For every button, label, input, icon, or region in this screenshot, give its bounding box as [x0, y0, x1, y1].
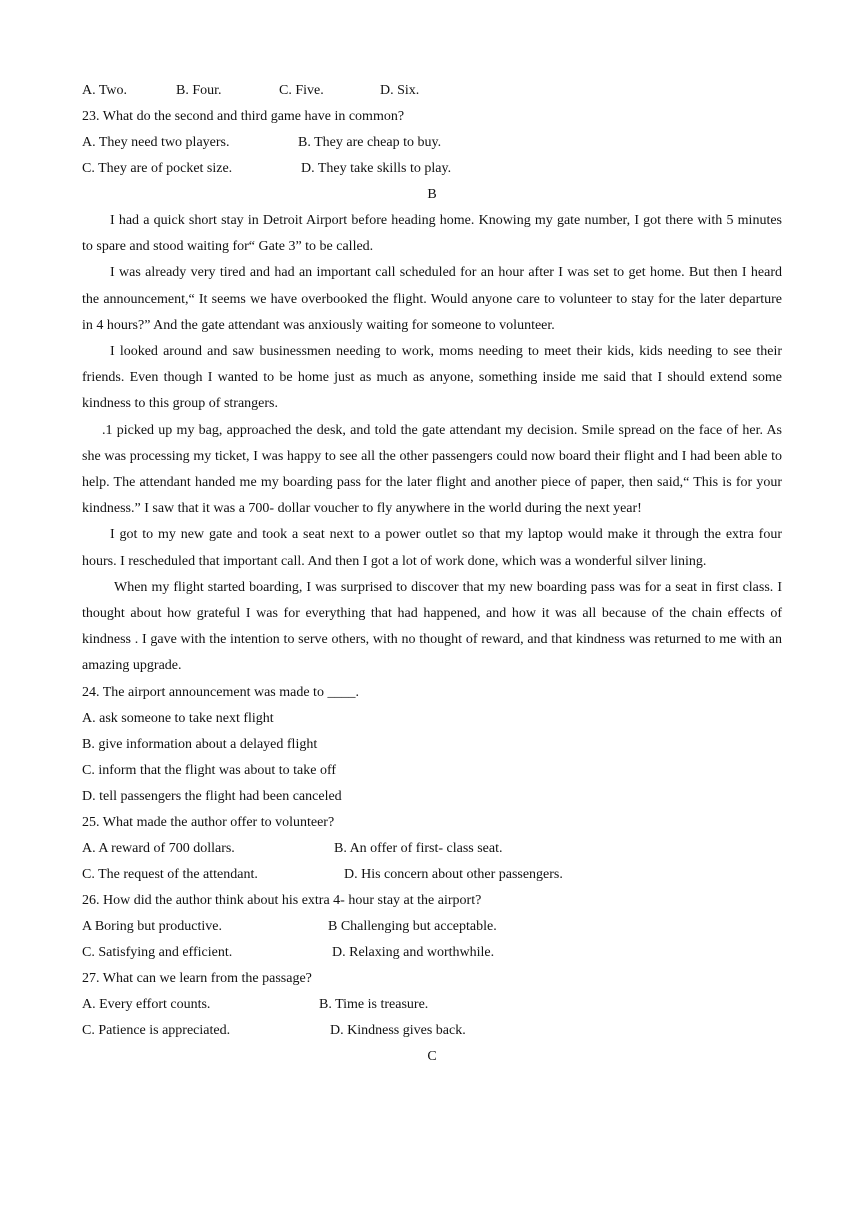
- q22-option-a: A. Two.: [82, 83, 128, 98]
- q23-options-row1: [82, 130, 782, 156]
- q27-option-b: B. Time is treasure.: [319, 996, 429, 1012]
- q22-options: [82, 78, 782, 104]
- q24-option-a: A. ask someone to take next flight: [82, 710, 274, 726]
- q23-option-c: C. They are of pocket size.: [82, 161, 233, 176]
- section-b-heading: B: [427, 187, 437, 202]
- q25-option-a: A. A reward of 700 dollars.: [82, 840, 235, 856]
- q26-option-a: A Boring but productive.: [82, 918, 222, 934]
- q23-question: 23. What do the second and third game have in common?: [82, 109, 405, 124]
- passage-paragraph-5: I got to my new gate and took a seat next to a power outlet so that my laptop would make it through the extra four hours. I rescheduled that important call. And then I got a lot of work done, which was a wonderful silver lining.: [82, 527, 782, 569]
- q25-options-row2: [82, 862, 782, 888]
- document-page: [82, 78, 782, 1070]
- passage-paragraph-4: .1 picked up my bag, approached the desk, and told the gate attendant my decision. Smile spread on the face of her. As she was processing my ticket, I was happy to see all the other passengers could now board their flight and I had been able to help. The attendant handed me my boarding pass for the later flight and another piece of paper, then said,“ This is for your kindness.” I saw that it was a 700- dollar voucher to fly anywhere in the world during the next year!: [82, 422, 782, 517]
- passage-paragraph-2: I was already very tired and had an important call scheduled for an hour after I was set to get home. But then I heard the announcement,“ It seems we have overbooked the flight. Would anyone care to volunteer to stay for the later departure in 4 hours?” And the gate attendant was anxiously waiting for someone to volunteer.: [82, 265, 782, 333]
- q27-option-c: C. Patience is appreciated.: [82, 1022, 231, 1038]
- q25-question: 25. What made the author offer to volunteer?: [82, 814, 335, 830]
- passage-paragraph-1: I had a quick short stay in Detroit Airport before heading home. Knowing my gate number, I got there with 5 minutes to spare and stood waiting for“ Gate 3” to be called.: [82, 213, 782, 255]
- q26-option-c: C. Satisfying and efficient.: [82, 944, 233, 960]
- q23-option-d: D. They take skills to play.: [301, 161, 452, 176]
- section-c-heading: C: [427, 1048, 437, 1064]
- q25-options-row1: [82, 836, 782, 862]
- q23-option-a: A. They need two players.: [82, 135, 230, 150]
- q26-question: 26. How did the author think about his extra 4- hour stay at the airport?: [82, 892, 482, 908]
- q22-option-b: B. Four.: [176, 83, 222, 98]
- q27-options-row1: [82, 992, 782, 1018]
- q24-question: 24. The airport announcement was made to ____.: [82, 684, 359, 700]
- q23-options-row2: [82, 156, 782, 182]
- q24-option-c: C. inform that the flight was about to take off: [82, 762, 337, 778]
- q25-option-d: D. His concern about other passengers.: [344, 866, 563, 882]
- q26-option-d: D. Relaxing and worthwhile.: [332, 944, 495, 960]
- q26-options-row2: [82, 940, 782, 966]
- q27-options-row2: [82, 1018, 782, 1044]
- q27-question: 27. What can we learn from the passage?: [82, 970, 312, 986]
- q23-option-b: B. They are cheap to buy.: [298, 135, 442, 150]
- q26-options-row1: [82, 914, 782, 940]
- q27-option-d: D. Kindness gives back.: [330, 1022, 466, 1038]
- q22-option-d: D. Six.: [380, 83, 420, 98]
- q24-option-d: D. tell passengers the flight had been canceled: [82, 788, 342, 804]
- passage-paragraph-6: When my flight started boarding, I was surprised to discover that my new boarding pass was for a seat in first class. I thought about how grateful I was for everything that had happened, and how it was all because of the chain effects of kindness . I gave with the intention to serve others, with no thought of reward, and that kindness was returned to me with an amazing upgrade.: [82, 579, 782, 674]
- passage-paragraph-3: I looked around and saw businessmen needing to work, moms needing to meet their kids, kids needing to see their friends. Even though I wanted to be home just as much as anyone, something inside me said that I should extend some kindness to this group of strangers.: [82, 344, 782, 412]
- q27-option-a: A. Every effort counts.: [82, 996, 211, 1012]
- q22-option-c: C. Five.: [279, 83, 324, 98]
- q24-option-b: B. give information about a delayed flight: [82, 736, 318, 752]
- q25-option-c: C. The request of the attendant.: [82, 866, 258, 882]
- q25-option-b: B. An offer of first- class seat.: [334, 840, 503, 856]
- q26-option-b: B Challenging but acceptable.: [328, 918, 497, 934]
